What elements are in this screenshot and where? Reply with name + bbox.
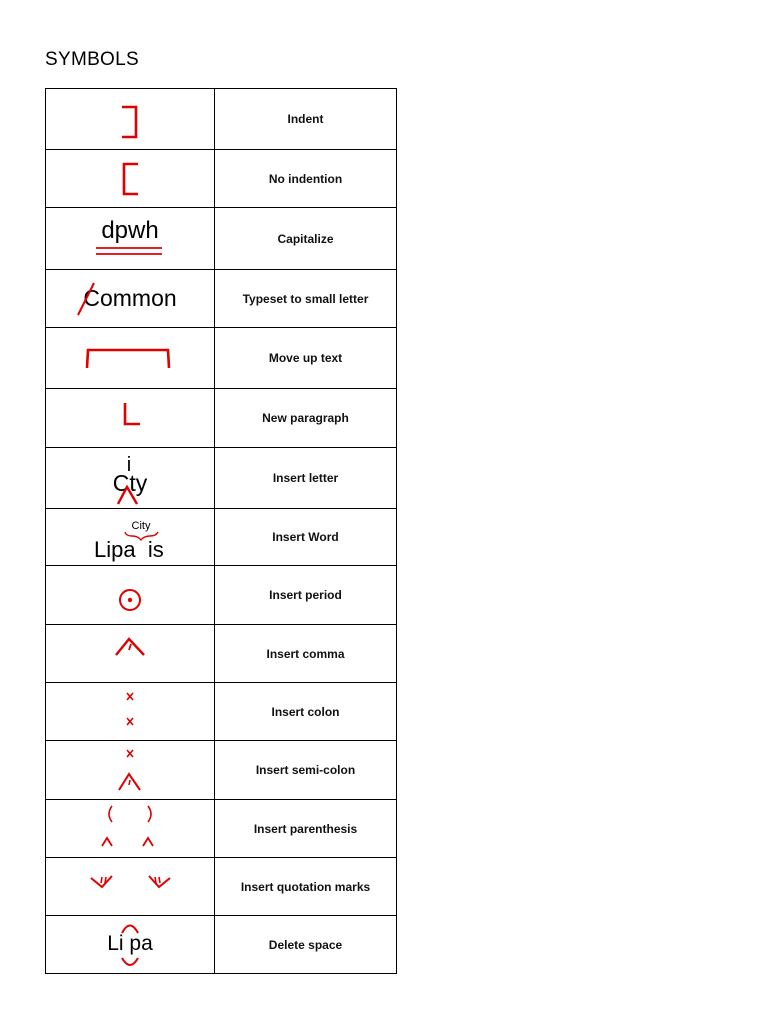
- symbol-cell: [46, 566, 215, 625]
- symbol-cell: [46, 270, 215, 328]
- description-cell: Insert period: [215, 566, 397, 625]
- capitalize-mark-icon: [46, 208, 214, 269]
- symbol-cell: [46, 509, 215, 566]
- description-cell: Insert comma: [215, 625, 397, 683]
- table-row: [46, 270, 397, 328]
- table-row: [46, 625, 397, 683]
- table-row: [46, 328, 397, 389]
- symbol-cell: [46, 625, 215, 683]
- insert-quotation-mark-icon: [46, 858, 214, 915]
- symbol-cell: [46, 208, 215, 270]
- symbol-cell: [46, 741, 215, 800]
- description-cell: No indention: [215, 150, 397, 208]
- description-cell: Move up text: [215, 328, 397, 389]
- description-cell: Indent: [215, 89, 397, 150]
- page-heading: SYMBOLS: [45, 49, 139, 70]
- description-cell: Capitalize: [215, 208, 397, 270]
- table-row: [46, 916, 397, 974]
- sample-text: Cty: [112, 470, 148, 496]
- description-cell: Insert semi-colon: [215, 741, 397, 800]
- table-row: [46, 566, 397, 625]
- description-cell: New paragraph: [215, 389, 397, 448]
- insert-parenthesis-mark-icon: [46, 800, 214, 857]
- insert-semicolon-mark-icon: [46, 741, 214, 799]
- symbol-cell: [46, 150, 215, 208]
- inserted-text: i: [126, 454, 132, 476]
- table-row: [46, 800, 397, 858]
- inserted-text: City: [131, 520, 151, 532]
- insert-period-mark-icon: [46, 566, 214, 624]
- table-row: [46, 208, 397, 270]
- symbols-table: [45, 88, 397, 974]
- insert-comma-mark-icon: [46, 625, 214, 682]
- move-up-mark-icon: [46, 328, 214, 388]
- description-cell: Delete space: [215, 916, 397, 974]
- sample-text: Common: [83, 285, 177, 311]
- symbol-cell: [46, 89, 215, 150]
- symbol-cell: [46, 683, 215, 741]
- symbol-cell: [46, 858, 215, 916]
- description-cell: Insert letter: [215, 448, 397, 509]
- insert-colon-mark-icon: [46, 683, 214, 740]
- new-paragraph-mark-icon: [46, 389, 214, 447]
- indent-mark-icon: [46, 89, 214, 149]
- no-indent-mark-icon: [46, 150, 214, 207]
- table-row: [46, 858, 397, 916]
- table-row: [46, 509, 397, 566]
- sample-text: Lipa is: [94, 537, 164, 562]
- table-row: [46, 683, 397, 741]
- insert-word-mark-icon: [46, 509, 214, 565]
- table-row: [46, 389, 397, 448]
- table-row: [46, 150, 397, 208]
- table-row: [46, 89, 397, 150]
- description-cell: Insert parenthesis: [215, 800, 397, 858]
- table-row: [46, 741, 397, 800]
- description-cell: Insert Word: [215, 509, 397, 566]
- symbol-cell: [46, 916, 215, 974]
- symbol-cell: [46, 800, 215, 858]
- description-cell: Typeset to small letter: [215, 270, 397, 328]
- symbol-cell: [46, 448, 215, 509]
- symbol-cell: [46, 328, 215, 389]
- sample-text: Li pa: [107, 932, 153, 955]
- description-cell: Insert colon: [215, 683, 397, 741]
- delete-space-mark-icon: [46, 916, 214, 973]
- table-row: [46, 448, 397, 509]
- sample-text: dpwh: [101, 217, 159, 244]
- insert-letter-mark-icon: [46, 448, 214, 508]
- description-cell: Insert quotation marks: [215, 858, 397, 916]
- symbol-cell: [46, 389, 215, 448]
- lowercase-mark-icon: [46, 270, 214, 327]
